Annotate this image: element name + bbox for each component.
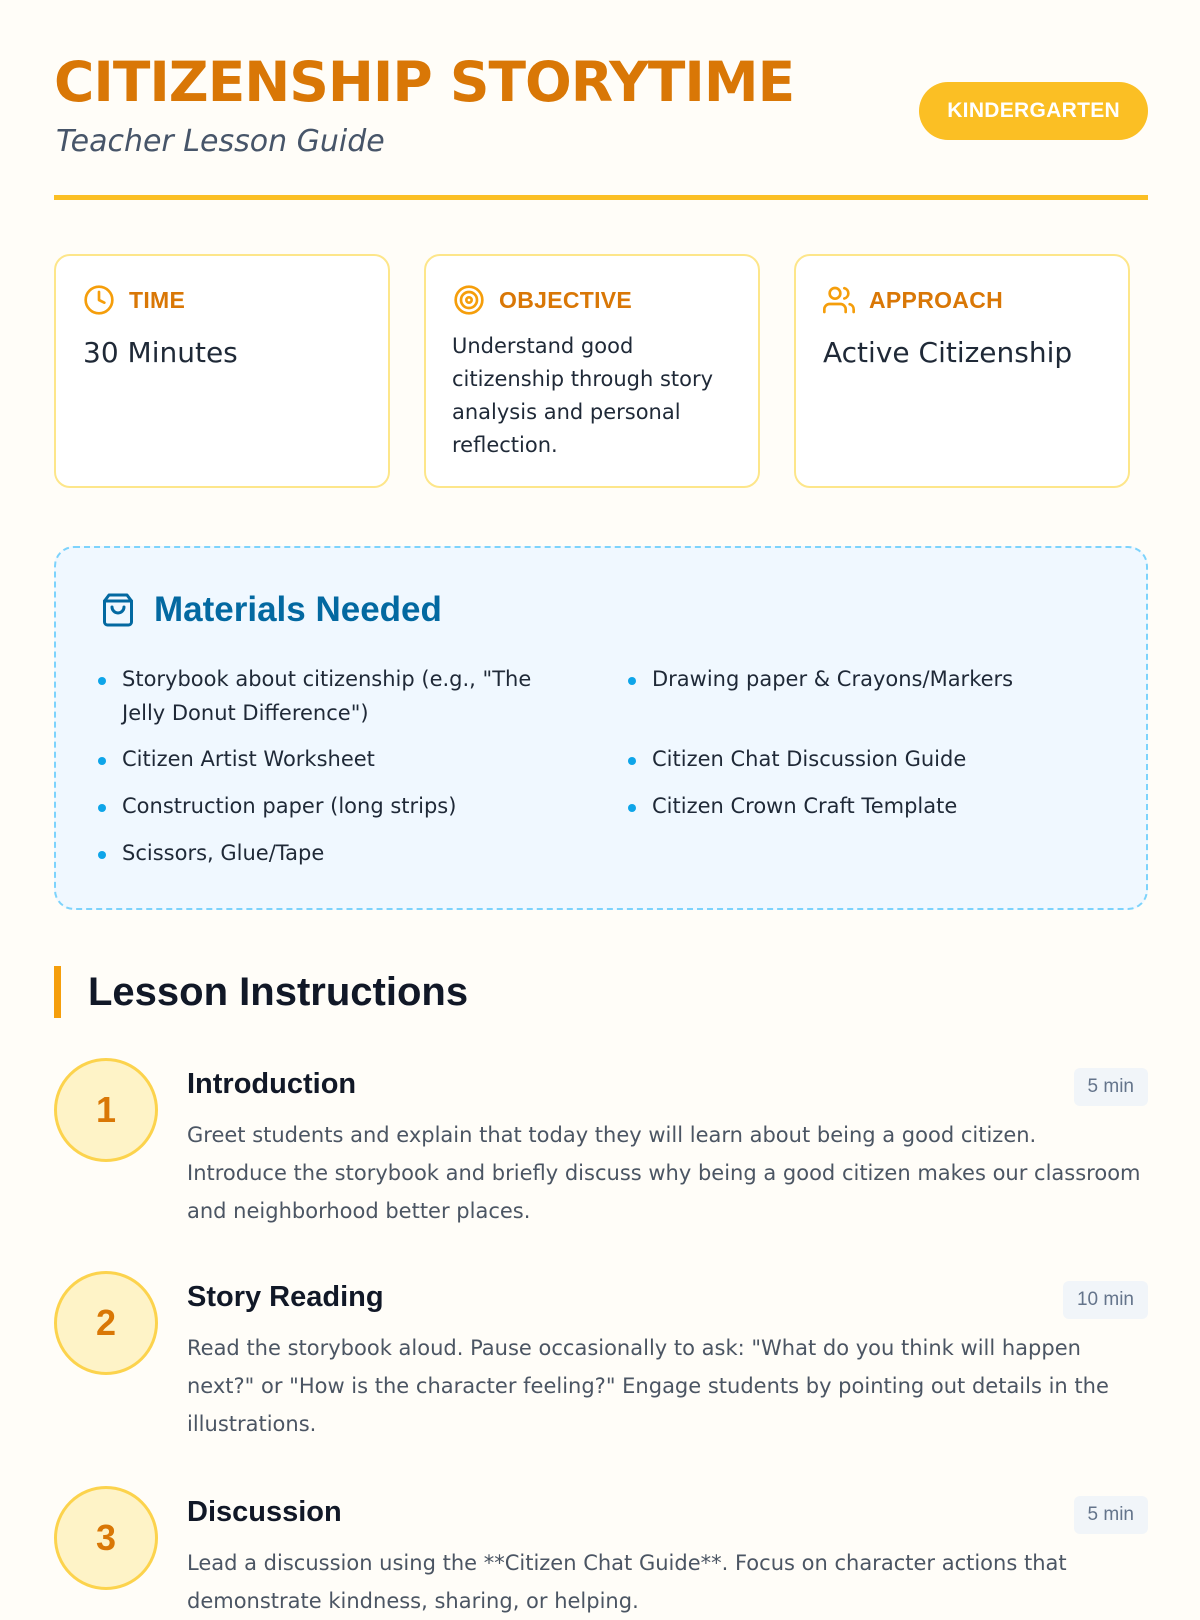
grade-badge: KINDERGARTEN [919,82,1148,140]
material-text: Scissors, Glue/Tape [122,841,325,865]
material-item [122,789,562,823]
section-title: Lesson Instructions [88,970,469,1014]
clock-icon [83,284,115,316]
bullet-dot [98,677,106,685]
step-description: Lead a discussion using the **Citizen Chat Guide**. Focus on character actions that demonstrate kindness, sharing, or helping. [187,1551,1067,1613]
page-subtitle: Teacher Lesson Guide [56,124,385,159]
heading-accent-bar [54,966,61,1018]
material-text: Citizen Crown Craft Template [652,794,958,818]
step-duration-badge: 5 min [1074,1068,1148,1106]
material-item [122,742,562,776]
bullet-dot [628,677,636,685]
step-title: Discussion [187,1496,342,1528]
material-item [652,662,1102,696]
users-icon [823,284,855,316]
step-duration-badge: 5 min [1074,1496,1148,1534]
materials-title: Materials Needed [154,590,442,629]
time-label: TIME [129,286,186,313]
lesson-guide-page [54,0,1148,1613]
material-item [122,836,562,870]
step-number-badge: 3 [54,1486,158,1590]
material-text: Citizen Chat Discussion Guide [652,747,967,771]
material-text: Drawing paper & Crayons/Markers [652,667,1014,691]
step-title: Introduction [187,1068,357,1100]
time-card [54,254,390,488]
page-header [54,0,1148,200]
objective-text: Understand good citizenship through story analysis and personal reflection. [452,334,714,457]
approach-value: Active Citizenship [823,336,1073,369]
material-item [652,742,1102,776]
material-text: Citizen Artist Worksheet [122,747,375,771]
bullet-dot [628,804,636,812]
bullet-dot [98,851,106,859]
step-title: Story Reading [187,1281,384,1313]
header-divider [54,195,1148,200]
bullet-dot [628,757,636,765]
shopping-bag-icon [100,592,136,628]
time-value: 30 Minutes [83,336,238,369]
bullet-dot [98,757,106,765]
page-title: CITIZENSHIP STORYTIME [54,50,795,114]
bullet-dot [98,804,106,812]
target-icon [453,284,485,316]
material-text: Storybook about citizenship (e.g., "The Jelly Donut Difference") [122,667,532,725]
step-number-badge: 1 [54,1058,158,1162]
step-description: Greet students and explain that today they will learn about being a good citizen. Introduce the storybook and briefly discuss why being a good citizen makes our classroom and neighborhood better places. [187,1123,1141,1223]
material-item [122,662,562,730]
approach-label: APPROACH [869,286,1004,313]
material-text: Construction paper (long strips) [122,794,457,818]
step-number-badge: 2 [54,1271,158,1375]
objective-card [424,254,760,488]
info-cards [54,254,1148,490]
objective-label: OBJECTIVE [499,286,633,313]
materials-box [54,546,1148,910]
material-item [652,789,1102,823]
approach-card [794,254,1130,488]
step-duration-badge: 10 min [1063,1281,1148,1319]
step-description: Read the storybook aloud. Pause occasionally to ask: "What do you think will happen next?" or "How is the character feeling?" Engage students by pointing out details in the illustrations. [187,1336,1109,1436]
